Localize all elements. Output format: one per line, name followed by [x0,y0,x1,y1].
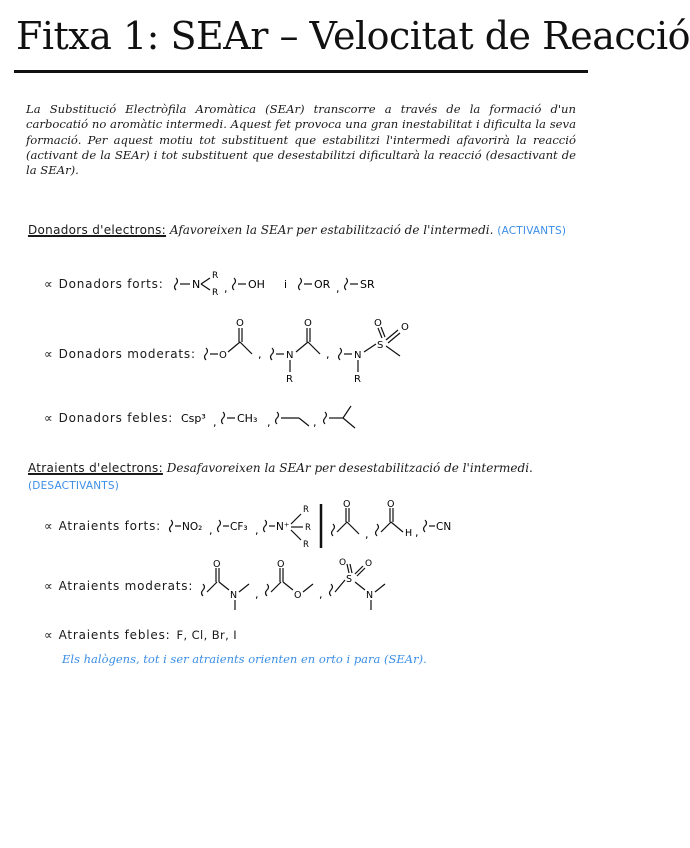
svg-text:,: , [255,588,259,601]
amide-n: N [285,350,294,361]
sulfonamide-r: R [353,374,361,385]
nr3-r3: R [302,540,309,550]
weak-donors-label: Donadors febles: [58,411,174,425]
svg-text:,: , [313,416,317,429]
bullet-icon: ∝ [44,411,53,425]
svg-text:,: , [319,588,323,601]
strong-acceptors-structures [167,500,547,552]
ketone-o: O [342,499,351,510]
sulfonamide-s: S [346,574,353,585]
bullet-icon: ∝ [44,628,53,642]
acceptors-heading: Atraients d'electrons: [28,461,163,475]
no2-text: NO₂ [181,521,203,533]
acceptors-description: Desafavoreixen la SEAr per desestabilització de l'intermedi. [166,461,533,475]
nr2-r-lower: R [211,288,218,298]
strong-donors-label: Donadors forts: [58,277,164,291]
halogens-list: F, Cl, Br, I [176,628,238,642]
sulfonamide-n: N [366,590,374,601]
svg-text:,: , [223,282,228,295]
bullet-icon: ∝ [44,579,53,593]
nr2-r-upper: R [211,271,218,281]
donors-heading-block [28,222,578,240]
intro-paragraph: La Substitució Electròfila Aromàtica (SEAr) transcorre a través de la formació d'un carbocatió no aromàtic intermedi. Aquest fet provoca una gran inestabilitat i dificulta la seva formació. Per aquest motiu tot substituent que estabilitzi l'intermedi afavorirà la reacció (activant de la SEAr) i tot substituent que desestabilitzi dificultarà la reacció (desactivant de la SEAr). [26,102,576,178]
amide-o: O [213,559,221,570]
svg-text:,: , [208,524,213,537]
sulfonamide-o2: O [365,559,373,569]
sulfonamide-o1: O [339,558,347,568]
weak-acceptors-label: Atraients febles: [58,628,171,642]
moderate-donors-label: Donadors moderats: [58,347,196,361]
aldehyde-o: O [386,499,395,510]
svg-text:,: , [364,528,369,541]
amide-o: O [303,318,312,329]
nr3-r1: R [302,505,309,515]
nr3-r2: R [304,523,311,533]
bullet-icon: ∝ [44,347,53,361]
moderate-donors-structures [202,318,472,390]
aldehyde-h: H [404,528,413,539]
sulfonamide-s: S [376,340,384,351]
halogens-note: Els halògens, tot i ser atraients orienten en orto i para (SEAr). [62,652,427,666]
sulfonamide-o1: O [373,318,382,329]
svg-text:,: , [254,524,259,537]
acceptors-heading-block [28,460,578,495]
cn-text: CN [435,521,452,533]
nr3-n: N⁺ [275,521,290,533]
weak-donors-row [44,398,419,438]
conj-i: i [283,278,287,291]
nr2-n: N [191,278,200,291]
donors-heading: Donadors d'electrons: [28,223,167,237]
ester-carbonyl-o: O [235,318,244,329]
ester-carbonyl-o: O [277,559,285,570]
moderate-acceptors-structures [199,558,499,614]
strong-acceptors-row [44,500,547,552]
ester-o: O [294,590,302,601]
svg-text:,: , [335,282,340,295]
moderate-donors-row [44,318,472,390]
bullet-icon: ∝ [44,277,53,291]
weak-acceptors-row [44,620,237,650]
oh-text: OH [247,278,265,291]
svg-text:,: , [257,348,262,361]
svg-text:,: , [414,526,419,539]
title-underline [14,70,588,73]
donors-tag: (ACTIVANTS) [497,225,567,237]
svg-text:,: , [267,416,271,429]
sulfonamide-o2: O [400,322,409,333]
ch3-text: CH₃ [237,412,258,425]
page-title: Fitxa 1: SEAr – Velocitat de Reacció [16,14,690,58]
csp3-text: Csp³ [181,412,206,425]
svg-text:,: , [213,416,217,429]
moderate-acceptors-label: Atraients moderats: [58,579,194,593]
svg-text:,: , [325,348,330,361]
sulfonamide-n: N [353,350,362,361]
ester-o: O [218,350,227,361]
strong-donors-structures [170,264,430,304]
strong-donors-row [44,264,430,304]
donors-description: Afavoreixen la SEAr per estabilització de l'intermedi. [169,223,494,237]
weak-donors-structures [179,398,419,438]
bullet-icon: ∝ [44,519,53,533]
amide-n: N [230,590,238,601]
moderate-acceptors-row [44,558,499,614]
amide-r: R [285,374,293,385]
strong-acceptors-label: Atraients forts: [58,519,161,533]
acceptors-tag: (DESACTIVANTS) [28,480,120,492]
or-text: OR [313,278,330,291]
cf3-text: CF₃ [229,521,248,533]
sr-text: SR [359,278,375,291]
